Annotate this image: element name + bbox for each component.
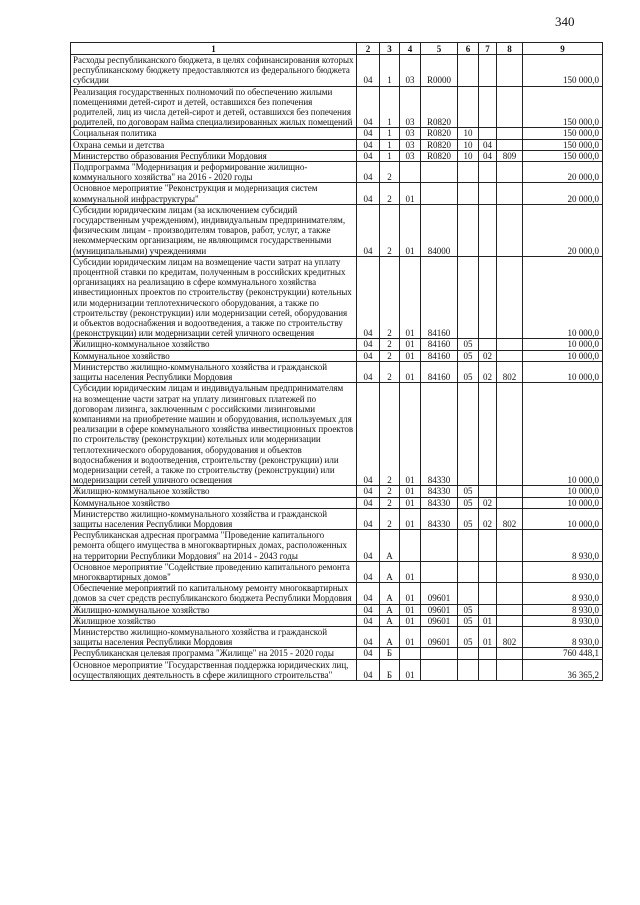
amount-cell: 10 000,0 bbox=[523, 339, 603, 350]
subdivision-code-cell: 02 bbox=[479, 497, 497, 508]
division-code-cell bbox=[458, 561, 479, 582]
subprogram-code-cell: Б bbox=[380, 648, 400, 659]
division-code-cell: 05 bbox=[458, 604, 479, 615]
measure-code-cell: 01 bbox=[400, 615, 421, 626]
table-row bbox=[71, 256, 603, 339]
ministry-code-cell bbox=[497, 350, 523, 361]
measure-code-cell: 01 bbox=[400, 256, 421, 339]
subprogram-code-cell: 2 bbox=[380, 162, 400, 183]
table-row bbox=[71, 86, 603, 128]
division-code-cell bbox=[458, 86, 479, 128]
row-name-cell: Основное мероприятие "Государственная поддержка юридических лиц, осуществляющих деятельность в сфере жилищного строительства" bbox=[71, 659, 357, 680]
amount-cell: 8 930,0 bbox=[523, 604, 603, 615]
section-code-cell: 04 bbox=[357, 361, 380, 382]
ministry-code-cell: 802 bbox=[497, 508, 523, 529]
subdivision-code-cell: 04 bbox=[479, 150, 497, 161]
division-code-cell: 05 bbox=[458, 339, 479, 350]
measure-code-cell: 01 bbox=[400, 486, 421, 497]
ministry-code-cell bbox=[497, 339, 523, 350]
subprogram-code-cell: А bbox=[380, 604, 400, 615]
measure-code-cell: 03 bbox=[400, 128, 421, 139]
amount-cell: 10 000,0 bbox=[523, 508, 603, 529]
measure-code-cell: 01 bbox=[400, 339, 421, 350]
subdivision-code-cell bbox=[479, 383, 497, 486]
measure-code-cell: 01 bbox=[400, 626, 421, 647]
row-name-cell: Министерство образования Республики Мордовия bbox=[71, 150, 357, 161]
direction-code-cell: R0820 bbox=[421, 139, 458, 150]
row-name-cell: Коммунальное хозяйство bbox=[71, 350, 357, 361]
ministry-code-cell bbox=[497, 204, 523, 256]
direction-code-cell: 84330 bbox=[421, 508, 458, 529]
subprogram-code-cell: 1 bbox=[380, 86, 400, 128]
direction-code-cell: 84330 bbox=[421, 497, 458, 508]
table-row bbox=[71, 530, 603, 562]
subdivision-code-cell bbox=[479, 204, 497, 256]
division-code-cell bbox=[458, 530, 479, 562]
section-code-cell: 04 bbox=[357, 561, 380, 582]
table-row bbox=[71, 561, 603, 582]
measure-code-cell: 01 bbox=[400, 204, 421, 256]
amount-cell: 150 000,0 bbox=[523, 150, 603, 161]
row-name-cell: Охрана семьи и детства bbox=[71, 139, 357, 150]
division-code-cell: 05 bbox=[458, 626, 479, 647]
measure-code-cell: 03 bbox=[400, 55, 421, 87]
division-code-cell: 05 bbox=[458, 486, 479, 497]
section-code-cell: 04 bbox=[357, 530, 380, 562]
table-row bbox=[71, 350, 603, 361]
division-code-cell bbox=[458, 204, 479, 256]
subprogram-code-cell: А bbox=[380, 583, 400, 604]
ministry-code-cell bbox=[497, 86, 523, 128]
measure-code-cell bbox=[400, 648, 421, 659]
direction-code-cell: 84160 bbox=[421, 350, 458, 361]
amount-cell: 10 000,0 bbox=[523, 486, 603, 497]
table-row bbox=[71, 648, 603, 659]
amount-cell: 36 365,2 bbox=[523, 659, 603, 680]
section-code-cell: 04 bbox=[357, 615, 380, 626]
division-code-cell bbox=[458, 648, 479, 659]
header-cell: 3 bbox=[380, 43, 400, 55]
direction-code-cell bbox=[421, 648, 458, 659]
amount-cell: 150 000,0 bbox=[523, 139, 603, 150]
measure-code-cell: 01 bbox=[400, 583, 421, 604]
table-row bbox=[71, 486, 603, 497]
table-row bbox=[71, 139, 603, 150]
subdivision-code-cell bbox=[479, 339, 497, 350]
measure-code-cell: 01 bbox=[400, 497, 421, 508]
table-row bbox=[71, 659, 603, 680]
direction-code-cell: 84330 bbox=[421, 383, 458, 486]
ministry-code-cell bbox=[497, 139, 523, 150]
section-code-cell: 04 bbox=[357, 648, 380, 659]
ministry-code-cell bbox=[497, 497, 523, 508]
header-cell: 6 bbox=[458, 43, 479, 55]
subprogram-code-cell: 1 bbox=[380, 128, 400, 139]
amount-cell: 8 930,0 bbox=[523, 561, 603, 582]
subprogram-code-cell: 2 bbox=[380, 339, 400, 350]
ministry-code-cell bbox=[497, 604, 523, 615]
direction-code-cell: 84160 bbox=[421, 339, 458, 350]
table-row bbox=[71, 183, 603, 204]
row-name-cell: Субсидии юридическим лицам на возмещение части затрат на уплату процентной ставки по кредитам, полученным в российских кредитных организациях на реализацию в сфере коммунального хозяйства инвестиционных проектов по строительству (реконструкции) котельных или модернизации теплотехнического оборудования, а также по строительству (реконструкции) или модернизации сетей, оборудования и объектов водоснабжения и водоотведения, а также по строительству (реконструкции) или модернизации сетей уличного освещения bbox=[71, 256, 357, 339]
ministry-code-cell: 802 bbox=[497, 626, 523, 647]
amount-cell: 150 000,0 bbox=[523, 55, 603, 87]
ministry-code-cell bbox=[497, 162, 523, 183]
direction-code-cell: R0820 bbox=[421, 86, 458, 128]
ministry-code-cell bbox=[497, 561, 523, 582]
row-name-cell: Основное мероприятие "Реконструкция и модернизация систем коммунальной инфраструктуры" bbox=[71, 183, 357, 204]
direction-code-cell bbox=[421, 183, 458, 204]
subdivision-code-cell bbox=[479, 561, 497, 582]
amount-cell: 8 930,0 bbox=[523, 615, 603, 626]
subdivision-code-cell bbox=[479, 128, 497, 139]
row-name-cell: Республиканская адресная программа "Проведение капитального ремонта общего имущества в многоквартирных домах, расположенных на территории Республики Мордовия" на 2014 - 2043 годы bbox=[71, 530, 357, 562]
section-code-cell: 04 bbox=[357, 604, 380, 615]
amount-cell: 8 930,0 bbox=[523, 626, 603, 647]
row-name-cell: Расходы республиканского бюджета, в целях софинансирования которых республиканскому бюджету предоставляются из федерального бюджета субсидии bbox=[71, 55, 357, 87]
subdivision-code-cell bbox=[479, 530, 497, 562]
direction-code-cell bbox=[421, 561, 458, 582]
measure-code-cell: 03 bbox=[400, 86, 421, 128]
measure-code-cell: 01 bbox=[400, 508, 421, 529]
table-row bbox=[71, 150, 603, 161]
subprogram-code-cell: 1 bbox=[380, 150, 400, 161]
row-name-cell: Жилищно-коммунальное хозяйство bbox=[71, 604, 357, 615]
ministry-code-cell bbox=[497, 128, 523, 139]
measure-code-cell: 01 bbox=[400, 183, 421, 204]
page-number: 340 bbox=[555, 14, 575, 29]
section-code-cell: 04 bbox=[357, 508, 380, 529]
amount-cell: 760 448,1 bbox=[523, 648, 603, 659]
subprogram-code-cell: 1 bbox=[380, 55, 400, 87]
division-code-cell bbox=[458, 256, 479, 339]
subprogram-code-cell: 2 bbox=[380, 350, 400, 361]
header-cell: 4 bbox=[400, 43, 421, 55]
section-code-cell: 04 bbox=[357, 583, 380, 604]
division-code-cell: 05 bbox=[458, 497, 479, 508]
ministry-code-cell bbox=[497, 615, 523, 626]
header-cell: 5 bbox=[421, 43, 458, 55]
table-row bbox=[71, 604, 603, 615]
direction-code-cell: 09601 bbox=[421, 626, 458, 647]
direction-code-cell: R0820 bbox=[421, 128, 458, 139]
ministry-code-cell bbox=[497, 659, 523, 680]
direction-code-cell: 09601 bbox=[421, 615, 458, 626]
subprogram-code-cell: 2 bbox=[380, 256, 400, 339]
division-code-cell bbox=[458, 183, 479, 204]
subdivision-code-cell bbox=[479, 256, 497, 339]
section-code-cell: 04 bbox=[357, 339, 380, 350]
division-code-cell: 05 bbox=[458, 508, 479, 529]
row-name-cell: Жилищно-коммунальное хозяйство bbox=[71, 486, 357, 497]
amount-cell: 150 000,0 bbox=[523, 86, 603, 128]
direction-code-cell bbox=[421, 162, 458, 183]
measure-code-cell bbox=[400, 530, 421, 562]
subdivision-code-cell bbox=[479, 162, 497, 183]
row-name-cell: Республиканская целевая программа "Жилище" на 2015 - 2020 годы bbox=[71, 648, 357, 659]
measure-code-cell bbox=[400, 162, 421, 183]
division-code-cell bbox=[458, 659, 479, 680]
amount-cell: 10 000,0 bbox=[523, 383, 603, 486]
direction-code-cell: R0000 bbox=[421, 55, 458, 87]
amount-cell: 20 000,0 bbox=[523, 162, 603, 183]
amount-cell: 8 930,0 bbox=[523, 583, 603, 604]
measure-code-cell: 03 bbox=[400, 150, 421, 161]
table-row bbox=[71, 508, 603, 529]
measure-code-cell: 01 bbox=[400, 604, 421, 615]
ministry-code-cell bbox=[497, 55, 523, 87]
table-row bbox=[71, 361, 603, 382]
ministry-code-cell bbox=[497, 383, 523, 486]
division-code-cell: 05 bbox=[458, 361, 479, 382]
direction-code-cell: 09601 bbox=[421, 604, 458, 615]
table-row bbox=[71, 497, 603, 508]
direction-code-cell bbox=[421, 530, 458, 562]
division-code-cell: 10 bbox=[458, 150, 479, 161]
row-name-cell: Подпрограмма "Модернизация и реформирование жилищно-коммунального хозяйства" на 2016 - 2020 годы bbox=[71, 162, 357, 183]
amount-cell: 10 000,0 bbox=[523, 497, 603, 508]
section-code-cell: 04 bbox=[357, 350, 380, 361]
row-name-cell: Основное мероприятие "Содействие проведению капитального ремонта многоквартирных домов" bbox=[71, 561, 357, 582]
header-cell: 1 bbox=[71, 43, 357, 55]
ministry-code-cell bbox=[497, 486, 523, 497]
section-code-cell: 04 bbox=[357, 162, 380, 183]
section-code-cell: 04 bbox=[357, 183, 380, 204]
measure-code-cell: 01 bbox=[400, 659, 421, 680]
ministry-code-cell: 802 bbox=[497, 361, 523, 382]
division-code-cell bbox=[458, 383, 479, 486]
subprogram-code-cell: 2 bbox=[380, 486, 400, 497]
row-name-cell: Жилищно-коммунальное хозяйство bbox=[71, 339, 357, 350]
row-name-cell: Обеспечение мероприятий по капитальному ремонту многоквартирных домов за счет средств республиканского бюджета Республики Мордовия bbox=[71, 583, 357, 604]
table-row bbox=[71, 626, 603, 647]
row-name-cell: Министерство жилищно-коммунального хозяйства и гражданской защиты населения Республики Мордовия bbox=[71, 626, 357, 647]
subdivision-code-cell bbox=[479, 648, 497, 659]
row-name-cell: Коммунальное хозяйство bbox=[71, 497, 357, 508]
subprogram-code-cell: Б bbox=[380, 659, 400, 680]
section-code-cell: 04 bbox=[357, 659, 380, 680]
subdivision-code-cell: 02 bbox=[479, 508, 497, 529]
section-code-cell: 04 bbox=[357, 139, 380, 150]
division-code-cell: 10 bbox=[458, 128, 479, 139]
direction-code-cell bbox=[421, 659, 458, 680]
row-name-cell: Жилищное хозяйство bbox=[71, 615, 357, 626]
header-cell: 2 bbox=[357, 43, 380, 55]
subprogram-code-cell: 2 bbox=[380, 497, 400, 508]
section-code-cell: 04 bbox=[357, 486, 380, 497]
subprogram-code-cell: А bbox=[380, 626, 400, 647]
division-code-cell: 05 bbox=[458, 615, 479, 626]
table-row bbox=[71, 55, 603, 87]
table-row bbox=[71, 383, 603, 486]
amount-cell: 20 000,0 bbox=[523, 204, 603, 256]
ministry-code-cell bbox=[497, 183, 523, 204]
subdivision-code-cell bbox=[479, 86, 497, 128]
ministry-code-cell bbox=[497, 530, 523, 562]
amount-cell: 8 930,0 bbox=[523, 530, 603, 562]
ministry-code-cell: 809 bbox=[497, 150, 523, 161]
subdivision-code-cell bbox=[479, 486, 497, 497]
division-code-cell: 10 bbox=[458, 139, 479, 150]
measure-code-cell: 01 bbox=[400, 561, 421, 582]
table-row bbox=[71, 162, 603, 183]
direction-code-cell: 84160 bbox=[421, 361, 458, 382]
ministry-code-cell bbox=[497, 256, 523, 339]
measure-code-cell: 01 bbox=[400, 361, 421, 382]
direction-code-cell: R0820 bbox=[421, 150, 458, 161]
section-code-cell: 04 bbox=[357, 86, 380, 128]
subprogram-code-cell: 2 bbox=[380, 508, 400, 529]
subprogram-code-cell: 2 bbox=[380, 361, 400, 382]
section-code-cell: 04 bbox=[357, 55, 380, 87]
subdivision-code-cell: 02 bbox=[479, 350, 497, 361]
row-name-cell: Министерство жилищно-коммунального хозяйства и гражданской защиты населения Республики Мордовия bbox=[71, 361, 357, 382]
row-name-cell: Министерство жилищно-коммунального хозяйства и гражданской защиты населения Республики Мордовия bbox=[71, 508, 357, 529]
section-code-cell: 04 bbox=[357, 256, 380, 339]
section-code-cell: 04 bbox=[357, 626, 380, 647]
amount-cell: 10 000,0 bbox=[523, 256, 603, 339]
budget-table bbox=[70, 42, 603, 681]
table-row bbox=[71, 339, 603, 350]
table-row bbox=[71, 204, 603, 256]
section-code-cell: 04 bbox=[357, 204, 380, 256]
section-code-cell: 04 bbox=[357, 383, 380, 486]
division-code-cell: 05 bbox=[458, 350, 479, 361]
measure-code-cell: 01 bbox=[400, 383, 421, 486]
measure-code-cell: 03 bbox=[400, 139, 421, 150]
amount-cell: 20 000,0 bbox=[523, 183, 603, 204]
header-cell: 8 bbox=[497, 43, 523, 55]
table-row bbox=[71, 128, 603, 139]
section-code-cell: 04 bbox=[357, 128, 380, 139]
division-code-cell bbox=[458, 583, 479, 604]
row-name-cell: Реализация государственных полномочий по обеспечению жилыми помещениями детей-сирот и детей, оставшихся без попечения родителей, лиц из числа детей-сирот и детей, оставшихся без попечения родителей, по договорам найма специализированных жилых помещений bbox=[71, 86, 357, 128]
subprogram-code-cell: 2 bbox=[380, 383, 400, 486]
ministry-code-cell bbox=[497, 648, 523, 659]
subdivision-code-cell: 01 bbox=[479, 615, 497, 626]
subdivision-code-cell bbox=[479, 659, 497, 680]
header-row bbox=[71, 43, 603, 55]
amount-cell: 10 000,0 bbox=[523, 361, 603, 382]
table-row bbox=[71, 615, 603, 626]
division-code-cell bbox=[458, 162, 479, 183]
subdivision-code-cell bbox=[479, 55, 497, 87]
subprogram-code-cell: А bbox=[380, 615, 400, 626]
subprogram-code-cell: 1 bbox=[380, 139, 400, 150]
row-name-cell: Субсидии юридическим лицам (за исключением субсидий государственным учреждениям), индивидуальным предпринимателям, физическим лицам - производителям товаров, работ, услуг, а также некоммерческим организациям, не являющимся государственными (муниципальными) учреждениями bbox=[71, 204, 357, 256]
header-cell: 9 bbox=[523, 43, 603, 55]
subprogram-code-cell: А bbox=[380, 561, 400, 582]
subdivision-code-cell: 01 bbox=[479, 626, 497, 647]
direction-code-cell: 09601 bbox=[421, 583, 458, 604]
row-name-cell: Субсидии юридическим лицам и индивидуальным предпринимателям на возмещение части затрат на уплату лизинговых платежей по договорам лизинга, заключенным с российскими лизинговыми компаниями на приобретение машин и оборудования, используемых для реализации в сфере коммунального хозяйства инвестиционных проектов по строительству (реконструкции) котельных или модернизации теплотехнического оборудования, оборудования и объектов водоснабжения и водоотведения, строительству (реконструкции) или модернизации сетей, а также по строительству (реконструкции) или модернизации сетей уличного освещения bbox=[71, 383, 357, 486]
amount-cell: 10 000,0 bbox=[523, 350, 603, 361]
direction-code-cell: 84000 bbox=[421, 204, 458, 256]
table-body bbox=[71, 55, 603, 681]
subdivision-code-cell: 02 bbox=[479, 361, 497, 382]
subprogram-code-cell: А bbox=[380, 530, 400, 562]
table-row bbox=[71, 583, 603, 604]
direction-code-cell: 84160 bbox=[421, 256, 458, 339]
amount-cell: 150 000,0 bbox=[523, 128, 603, 139]
direction-code-cell: 84330 bbox=[421, 486, 458, 497]
subprogram-code-cell: 2 bbox=[380, 204, 400, 256]
subprogram-code-cell: 2 bbox=[380, 183, 400, 204]
division-code-cell bbox=[458, 55, 479, 87]
subdivision-code-cell bbox=[479, 183, 497, 204]
ministry-code-cell bbox=[497, 583, 523, 604]
subdivision-code-cell bbox=[479, 604, 497, 615]
row-name-cell: Социальная политика bbox=[71, 128, 357, 139]
section-code-cell: 04 bbox=[357, 497, 380, 508]
subdivision-code-cell bbox=[479, 583, 497, 604]
section-code-cell: 04 bbox=[357, 150, 380, 161]
measure-code-cell: 01 bbox=[400, 350, 421, 361]
header-cell: 7 bbox=[479, 43, 497, 55]
subdivision-code-cell: 04 bbox=[479, 139, 497, 150]
